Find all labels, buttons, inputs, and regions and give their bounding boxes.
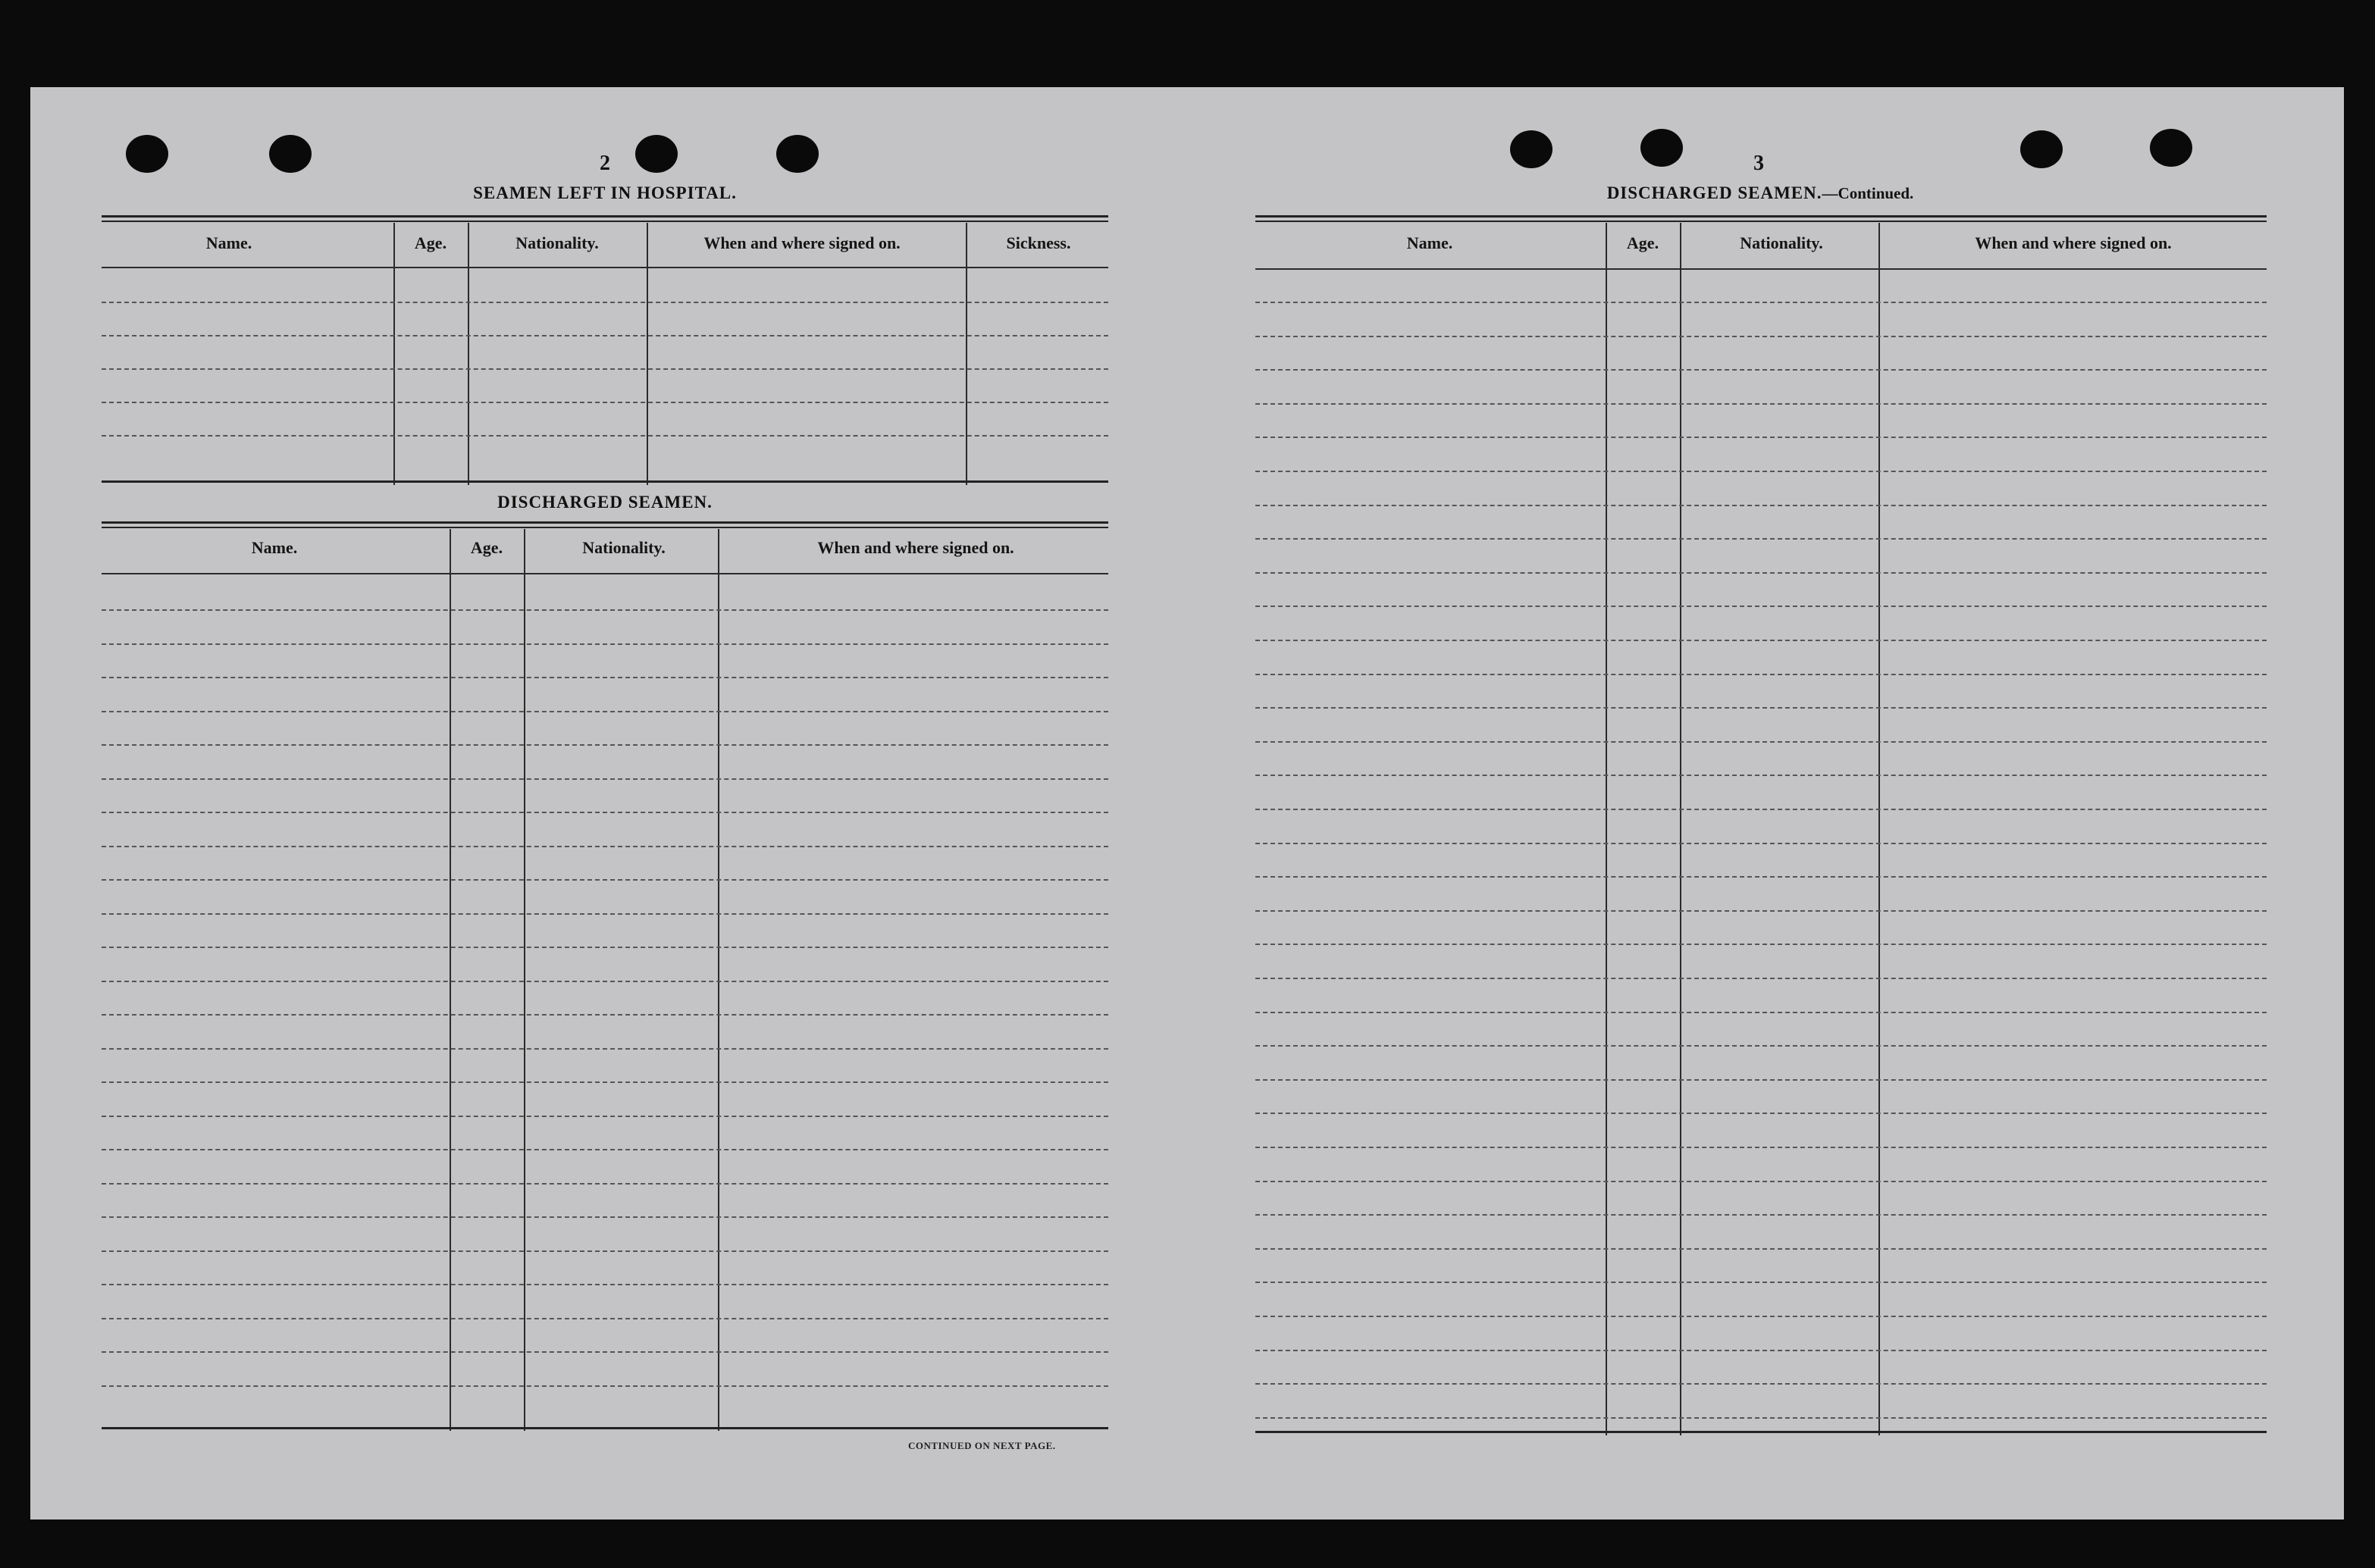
continued-note: CONTINUED ON NEXT PAGE.	[908, 1440, 1056, 1451]
entry-line	[102, 302, 1108, 303]
entry-line	[1255, 1248, 2267, 1250]
entry-line	[1255, 1147, 2267, 1148]
hospital-header-nationality: Nationality.	[515, 233, 599, 252]
entry-line	[1255, 505, 2267, 506]
entry-line	[1255, 944, 2267, 945]
entry-line	[1255, 1012, 2267, 1013]
entry-line	[102, 677, 1108, 678]
entry-line	[102, 335, 1108, 336]
punch-hole	[1640, 129, 1683, 167]
entry-line	[102, 744, 1108, 746]
continued-suffix: —Continued.	[1822, 184, 1914, 202]
entry-line	[102, 913, 1108, 915]
entry-line	[102, 1284, 1108, 1285]
entry-line	[102, 643, 1108, 645]
entry-line	[1255, 640, 2267, 641]
discharged-header-name: Name.	[251, 538, 298, 557]
entry-line	[1255, 1079, 2267, 1081]
entry-line	[102, 981, 1108, 982]
entry-line	[1255, 1316, 2267, 1317]
entry-line	[1255, 1113, 2267, 1114]
hospital-header-signed-on: When and where signed on.	[703, 233, 901, 252]
hospital-header-age: Age.	[414, 233, 447, 252]
entry-line	[1255, 1383, 2267, 1385]
discharged-continued-title	[1607, 183, 1914, 203]
entry-line	[102, 609, 1108, 611]
entry-line	[102, 879, 1108, 881]
entry-line	[1255, 1214, 2267, 1216]
entry-line	[1255, 707, 2267, 709]
right-header-nationality: Nationality.	[1740, 233, 1823, 252]
right-header-age: Age.	[1626, 233, 1659, 252]
punch-hole	[269, 135, 312, 173]
entry-line	[102, 1014, 1108, 1016]
entry-line	[102, 778, 1108, 780]
entry-line	[1255, 809, 2267, 810]
entry-line	[1255, 978, 2267, 979]
punch-hole	[776, 135, 819, 173]
entry-line	[1255, 1282, 2267, 1283]
entry-line	[102, 1318, 1108, 1319]
punch-hole	[1510, 130, 1553, 168]
entry-line	[1255, 775, 2267, 776]
entry-line	[1255, 538, 2267, 540]
page-number-right: 3	[1753, 152, 1764, 175]
entry-line	[102, 368, 1108, 370]
entry-line	[1255, 1350, 2267, 1351]
entry-line	[102, 947, 1108, 948]
entry-line	[102, 812, 1108, 813]
discharged-header-age: Age.	[470, 538, 503, 557]
discharged-continued-title-main: DISCHARGED SEAMEN.	[1606, 183, 1822, 202]
entry-line	[102, 435, 1108, 437]
entry-line	[1255, 1181, 2267, 1182]
entry-line	[102, 846, 1108, 847]
entry-line	[1255, 403, 2267, 405]
entry-line	[1255, 741, 2267, 743]
entry-line	[102, 1351, 1108, 1353]
entry-line	[102, 1081, 1108, 1083]
punch-hole	[2020, 130, 2063, 168]
discharged-table-left	[102, 521, 1108, 1431]
entry-line	[1255, 606, 2267, 607]
discharged-header-signed-on: When and where signed on.	[817, 538, 1014, 557]
punch-hole	[635, 135, 678, 173]
entry-line	[1255, 910, 2267, 912]
entry-line	[102, 402, 1108, 403]
entry-line	[1255, 876, 2267, 878]
page-number-left: 2	[600, 152, 610, 175]
entry-line	[102, 1149, 1108, 1150]
entry-line	[102, 1216, 1108, 1218]
hospital-header-sickness: Sickness.	[1006, 233, 1071, 252]
entry-line	[1255, 471, 2267, 472]
hospital-header-name: Name.	[205, 233, 252, 252]
entry-line	[1255, 302, 2267, 303]
entry-line	[1255, 843, 2267, 844]
right-header-signed-on: When and where signed on.	[1975, 233, 2172, 252]
entry-line	[1255, 1417, 2267, 1419]
entry-line	[102, 1116, 1108, 1117]
discharged-header-nationality: Nationality.	[582, 538, 666, 557]
hospital-table	[102, 215, 1108, 485]
entry-line	[1255, 674, 2267, 675]
discharged-section-title: DISCHARGED SEAMEN.	[497, 493, 713, 512]
discharged-table-right	[1255, 215, 2267, 1435]
entry-line	[1255, 437, 2267, 438]
punch-hole	[2150, 129, 2192, 167]
entry-line	[102, 1048, 1108, 1050]
punch-hole	[126, 135, 168, 173]
entry-line	[1255, 369, 2267, 371]
entry-line	[102, 1250, 1108, 1252]
entry-line	[1255, 336, 2267, 337]
entry-line	[102, 711, 1108, 712]
right-header-name: Name.	[1406, 233, 1453, 252]
entry-line	[1255, 1045, 2267, 1047]
hospital-section-title: SEAMEN LEFT IN HOSPITAL.	[473, 183, 737, 202]
entry-line	[1255, 572, 2267, 574]
entry-line	[102, 1385, 1108, 1387]
entry-line	[102, 1183, 1108, 1185]
